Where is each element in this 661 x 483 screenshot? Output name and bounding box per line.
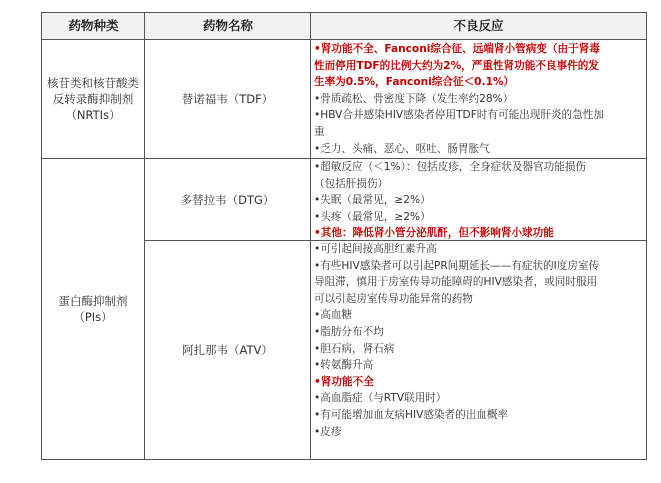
- header-adverse-reaction: 不良反应: [453, 18, 504, 33]
- category-cell-nrtis: [42, 40, 144, 158]
- adverse-list-dtg: [314, 159, 644, 242]
- adverse-item: •骨质疏松、骨密度下降（发生率约28%）: [314, 92, 514, 105]
- adverse-item: •有些HIV感染者可以引起PR间期延长——有症状的I度房室传: [314, 259, 600, 272]
- adverse-item: •高血糖: [314, 309, 353, 322]
- adverse-item: •高血脂症（与RTV联用时）: [314, 392, 447, 405]
- adverse-item: 导阻滞，慎用于房室传导功能障碍的HIV感染者，或同时服用: [314, 276, 598, 289]
- adverse-item: •肾功能不全、Fanconi综合征、远端肾小管病变（由于肾毒: [314, 43, 600, 55]
- adverse-item: •其他：降低肾小管分泌肌酐，但不影响肾小球功能: [314, 227, 554, 240]
- category-line: 蛋白酶抑制剂: [58, 294, 128, 308]
- adverse-item: •乏力、头痛、恶心、呕吐、肠胃胀气: [314, 142, 490, 155]
- adverse-item: •胆石病，肾石病: [314, 342, 395, 355]
- drug-name-label: 多替拉韦（DTG）: [180, 192, 275, 207]
- adverse-list-atv: [314, 241, 644, 440]
- table-header-row: [42, 13, 646, 40]
- adverse-item: •有可能增加血友病HIV感染者的出血概率: [314, 408, 509, 421]
- adverse-item: •皮疹: [314, 425, 342, 438]
- drug-name-tdf: [145, 40, 310, 158]
- column-divider-2: [310, 13, 311, 459]
- adverse-item: 性而停用TDF的比例大约为2%，严重性肾功能不良事件的发: [314, 59, 599, 72]
- adverse-item: •头疼（最常见，≥2%）: [314, 210, 431, 223]
- drug-name-label: 替诺福韦（TDF）: [181, 92, 274, 106]
- adverse-item: •可引起间接高胆红素升高: [314, 243, 437, 255]
- drug-name-dtg: [145, 159, 310, 240]
- adverse-item: •肾功能不全: [314, 375, 374, 388]
- adverse-item: •转氨酶升高: [314, 359, 374, 372]
- drug-name-atv: [145, 241, 310, 459]
- adverse-item: 生率为0.5%，Fanconi综合征＜0.1%）: [314, 76, 515, 89]
- adverse-item: •超敏反应（＜1%）：包括皮疹，全身症状及器官功能损伤: [314, 161, 587, 173]
- category-line: （PIs）: [73, 310, 113, 324]
- category-line: 核苷类和核苷酸类: [47, 76, 139, 90]
- category-cell-pis: [42, 159, 144, 459]
- adverse-item: •失眠（最常见，≥2%）: [314, 194, 431, 207]
- category-line: 反转录酶抑制剂: [52, 92, 134, 106]
- header-drug-category: 药物种类: [68, 18, 119, 33]
- adverse-item: 可以引起房室传导功能异常的药物: [314, 292, 473, 305]
- category-line: （NRTIs）: [65, 108, 121, 122]
- adverse-item: •HBV合并感染HIV感染者停用TDF时有可能出现肝炎的急性加: [314, 109, 604, 122]
- drug-name-label: 阿扎那韦（ATV）: [182, 343, 273, 357]
- adverse-item: •脂肪分布不均: [314, 325, 384, 338]
- adverse-item: （包括肝损伤）: [314, 177, 389, 190]
- adverse-item: 重: [314, 125, 325, 138]
- adverse-reaction-table: [41, 12, 647, 460]
- adverse-list-tdf: [314, 41, 644, 157]
- header-drug-name: 药物名称: [202, 18, 253, 33]
